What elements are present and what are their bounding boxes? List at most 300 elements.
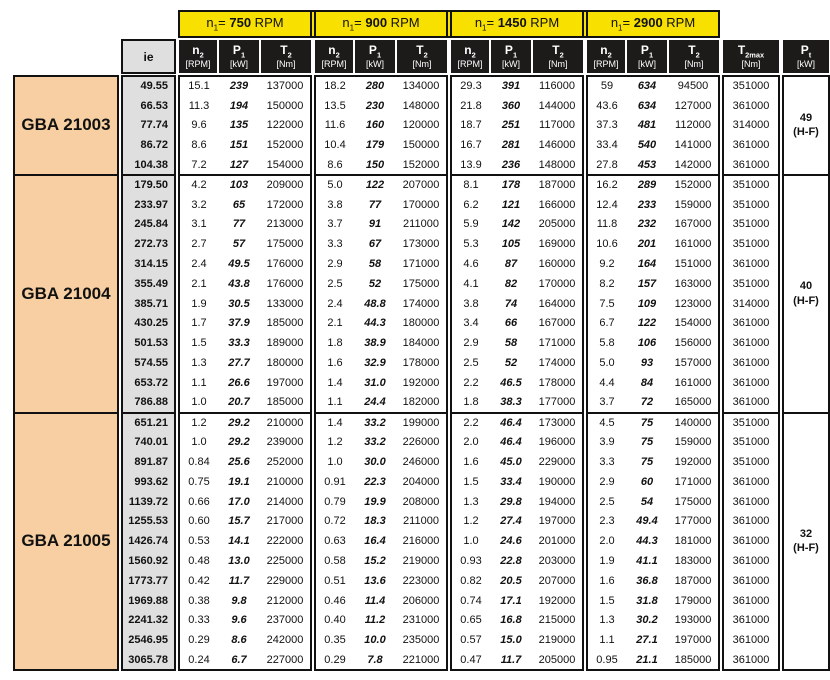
spacer [779, 650, 783, 670]
cell-ie: 786.88 [122, 393, 175, 413]
cell-ie: 1773.77 [122, 571, 175, 591]
cell-ie: 77.74 [122, 116, 175, 136]
cell-p1: 87 [504, 258, 518, 271]
cell-p1: 151 [229, 139, 249, 152]
cell-t2: 194000 [532, 492, 583, 512]
cell-n2: 0.46 [315, 591, 354, 611]
cell-t2: 171000 [668, 472, 719, 492]
cell-n2: 2.9 [587, 472, 626, 492]
cell-t2: 141000 [668, 135, 719, 155]
cell-n2: 3.3 [315, 234, 354, 254]
cell-t2: 171000 [396, 254, 447, 274]
cell-t2max: 361000 [723, 531, 779, 551]
cell-t2: 205000 [532, 650, 583, 670]
cell-n2: 0.95 [587, 650, 626, 670]
cell-ie: 740.01 [122, 432, 175, 452]
col-header-p1: $P_1$ [kW] [626, 40, 668, 73]
spacer [779, 393, 783, 413]
cell-n2: 0.38 [179, 591, 218, 611]
cell-p1: 30.0 [364, 456, 386, 469]
cell-p1: 13.6 [364, 574, 386, 587]
cell-t2: 210000 [260, 413, 311, 433]
cell-n2: 4.5 [587, 413, 626, 433]
cell-n2: 59 [587, 76, 626, 96]
cell-n2: 5.0 [315, 175, 354, 195]
cell-ie: 2546.95 [122, 630, 175, 650]
cell-p1: 54 [640, 495, 654, 508]
cell-n2: 2.3 [587, 512, 626, 532]
cell-p1: 103 [218, 175, 260, 195]
cell-p1: 58 [368, 258, 382, 271]
cell-t2: 237000 [260, 611, 311, 631]
cell-t2max: 361000 [723, 373, 779, 393]
cell-ie: 314.15 [122, 254, 175, 274]
cell-p1: 481 [637, 119, 657, 132]
spacer [779, 333, 783, 353]
cell-t2: 178000 [396, 353, 447, 373]
cell-n2: 11.6 [315, 116, 354, 136]
cell-n2: 27.8 [587, 155, 626, 175]
cell-ie: 272.73 [122, 234, 175, 254]
cell-t2: 116000 [532, 76, 583, 96]
cell-t2: 206000 [396, 591, 447, 611]
cell-n2: 0.72 [315, 512, 354, 532]
cell-p1: 25.6 [228, 456, 250, 469]
cell-p1: 31.0 [364, 376, 386, 389]
cell-n2: 0.66 [179, 492, 218, 512]
cell-t2: 196000 [532, 432, 583, 452]
cell-t2: 154000 [260, 155, 311, 175]
cell-t2: 160000 [532, 254, 583, 274]
cell-n2: 1.7 [179, 314, 218, 334]
cell-t2: 183000 [668, 551, 719, 571]
cell-t2: 246000 [396, 452, 447, 472]
cell-ie: 1969.88 [122, 591, 175, 611]
cell-p1: 30.2 [636, 614, 658, 627]
group-label: GBA 21004 [14, 175, 118, 413]
cell-n2: 1.8 [315, 333, 354, 353]
cell-t2: 167000 [532, 314, 583, 334]
cell-n2: 1.2 [315, 432, 354, 452]
cell-p1: 27.1 [636, 634, 658, 647]
cell-t2: 177000 [668, 512, 719, 532]
group-label: GBA 21003 [14, 76, 118, 175]
cell-t2max: 361000 [723, 333, 779, 353]
cell-p1: 24.6 [500, 535, 522, 548]
cell-t2max: 361000 [723, 650, 779, 670]
cell-n2: 1.0 [179, 393, 218, 413]
cell-n2: 2.9 [315, 254, 354, 274]
cell-n2: 1.9 [587, 551, 626, 571]
cell-t2: 187000 [532, 175, 583, 195]
spacer [779, 234, 783, 254]
cell-n2: 3.8 [451, 294, 490, 314]
cell-t2max: 361000 [723, 254, 779, 274]
cell-p1: 37.9 [228, 317, 250, 330]
cell-n2: 8.1 [451, 175, 490, 195]
cell-p1: 82 [504, 277, 518, 290]
cell-t2: 204000 [396, 472, 447, 492]
cell-t2max: 351000 [723, 175, 779, 195]
cell-p1: 105 [501, 238, 521, 251]
cell-t2: 219000 [396, 551, 447, 571]
spacer [779, 155, 783, 175]
spacer [779, 472, 783, 492]
cell-n2: 1.6 [587, 571, 626, 591]
cell-t2: 137000 [260, 76, 311, 96]
cell-p1: 46.4 [500, 436, 522, 449]
cell-p1: 46.5 [500, 376, 522, 389]
cell-t2: 192000 [532, 591, 583, 611]
cell-p1: 634 [637, 99, 657, 112]
spec-table [13, 10, 830, 671]
cell-p1: 33.3 [228, 337, 250, 350]
cell-n2: 0.57 [451, 630, 490, 650]
cell-p1: 16.4 [364, 535, 386, 548]
cell-n2: 8.6 [179, 135, 218, 155]
spacer [719, 11, 829, 37]
cell-n2: 0.63 [315, 531, 354, 551]
col-header-n2: $n_2$ [RPM] [315, 40, 354, 73]
cell-p1: 21.1 [626, 650, 668, 670]
cell-t2max: 361000 [723, 472, 779, 492]
cell-p1: 109 [637, 297, 657, 310]
spacer [779, 274, 783, 294]
cell-t2: 170000 [396, 195, 447, 215]
cell-t2: 226000 [396, 432, 447, 452]
cell-n2: 3.8 [315, 195, 354, 215]
cell-t2max: 351000 [723, 413, 779, 433]
cell-n2: 4.1 [451, 274, 490, 294]
cell-t2: 165000 [668, 393, 719, 413]
cell-p1: 32.9 [364, 357, 386, 370]
cell-t2: 212000 [260, 591, 311, 611]
cell-p1: 164 [637, 258, 657, 271]
cell-p1: 121 [501, 198, 521, 211]
cell-t2: 231000 [396, 611, 447, 631]
cell-n2: 5.9 [451, 215, 490, 235]
cell-t2: 166000 [532, 195, 583, 215]
cell-ie: 1560.92 [122, 551, 175, 571]
cell-n2: 4.4 [587, 373, 626, 393]
cell-t2: 235000 [396, 630, 447, 650]
cell-ie: 355.49 [122, 274, 175, 294]
cell-t2: 210000 [260, 472, 311, 492]
cell-t2: 148000 [396, 96, 447, 116]
cell-p1: 30.5 [228, 297, 250, 310]
cell-t2: 184000 [396, 333, 447, 353]
cell-t2: 242000 [260, 630, 311, 650]
speed-header-2900: $n_1= 2900$ RPM [587, 11, 719, 37]
cell-p1: 9.8 [231, 594, 247, 607]
cell-ie: 233.97 [122, 195, 175, 215]
cell-t2: 156000 [668, 333, 719, 353]
cell-t2: 112000 [668, 116, 719, 136]
cell-p1: 48.8 [364, 297, 386, 310]
cell-p1: 201 [637, 238, 657, 251]
cell-p1: 49.4 [636, 515, 658, 528]
cell-t2: 185000 [260, 314, 311, 334]
cell-ie: 891.87 [122, 452, 175, 472]
cell-t2max: 314000 [723, 294, 779, 314]
cell-ie: 49.55 [122, 76, 175, 96]
cell-t2max: 361000 [723, 155, 779, 175]
cell-t2: 163000 [668, 274, 719, 294]
cell-ie: 1255.53 [122, 512, 175, 532]
cell-p1: 67 [368, 238, 382, 251]
spacer [779, 96, 783, 116]
cell-p1: 7.8 [354, 650, 396, 670]
cell-p1: 239 [218, 76, 260, 96]
cell-ie: 104.38 [122, 155, 175, 175]
spacer [779, 492, 783, 512]
cell-n2: 2.0 [451, 432, 490, 452]
cell-p1: 8.6 [231, 634, 247, 647]
cell-p1: 150 [354, 155, 396, 175]
cell-ie: 1426.74 [122, 531, 175, 551]
cell-n2: 2.5 [587, 492, 626, 512]
cell-n2: 3.7 [587, 393, 626, 413]
cell-t2: 216000 [396, 531, 447, 551]
cell-p1: 11.7 [228, 574, 250, 587]
spacer [779, 254, 783, 274]
cell-n2: 0.82 [451, 571, 490, 591]
cell-t2: 205000 [532, 215, 583, 235]
cell-t2: 133000 [260, 294, 311, 314]
cell-t2: 211000 [396, 215, 447, 235]
cell-n2: 7.2 [179, 155, 218, 175]
cell-n2: 1.3 [451, 492, 490, 512]
cell-t2: 229000 [260, 571, 311, 591]
cell-n2: 1.4 [315, 413, 354, 433]
cell-n2: 16.2 [587, 175, 626, 195]
cell-p1: 230 [365, 99, 385, 112]
cell-t2max: 361000 [723, 591, 779, 611]
spacer [779, 215, 783, 235]
cell-p1: 91 [368, 218, 382, 231]
spacer [779, 135, 783, 155]
cell-ie: 574.55 [122, 353, 175, 373]
cell-t2max: 361000 [723, 314, 779, 334]
cell-n2: 1.1 [179, 373, 218, 393]
cell-p1: 19.1 [228, 475, 250, 488]
col-header-p1: $P_1$ [kW] [354, 40, 396, 73]
cell-t2: 127000 [668, 96, 719, 116]
col-header-n2: $n_2$ [RPM] [179, 40, 218, 73]
cell-n2: 3.4 [451, 314, 490, 334]
cell-t2: 154000 [668, 314, 719, 334]
cell-t2max: 361000 [723, 96, 779, 116]
cell-n2: 3.7 [315, 215, 354, 235]
cell-n2: 0.24 [179, 650, 218, 670]
cell-p1: 38.3 [490, 393, 532, 413]
cell-ie: 179.50 [122, 175, 175, 195]
cell-n2: 13.5 [315, 96, 354, 116]
cell-t2: 197000 [260, 373, 311, 393]
spacer [779, 551, 783, 571]
spacer [779, 531, 783, 551]
spacer [779, 452, 783, 472]
col-header-t2: $T_2$ [Nm] [260, 40, 311, 73]
cell-n2: 1.4 [315, 373, 354, 393]
cell-n2: 4.2 [179, 175, 218, 195]
cell-n2: 0.58 [315, 551, 354, 571]
cell-t2: 229000 [532, 452, 583, 472]
cell-p1: 74 [504, 297, 518, 310]
cell-t2max: 361000 [723, 512, 779, 532]
cell-ie: 1139.72 [122, 492, 175, 512]
cell-p1: 142 [501, 218, 521, 231]
cell-n2: 18.2 [315, 76, 354, 96]
cell-n2: 1.5 [451, 472, 490, 492]
cell-n2: 2.2 [451, 373, 490, 393]
cell-n2: 1.3 [179, 353, 218, 373]
cell-n2: 12.4 [587, 195, 626, 215]
cell-p1: 36.8 [636, 574, 658, 587]
cell-n2: 0.29 [179, 630, 218, 650]
cell-t2: 164000 [532, 294, 583, 314]
cell-p1: 135 [229, 119, 249, 132]
cell-n2: 1.9 [179, 294, 218, 314]
cell-n2: 3.2 [179, 195, 218, 215]
cell-n2: 0.47 [451, 650, 490, 670]
cell-ie: 430.25 [122, 314, 175, 334]
cell-n2: 6.7 [587, 314, 626, 334]
cell-t2: 225000 [260, 551, 311, 571]
cell-n2: 1.5 [587, 591, 626, 611]
cell-p1: 44.3 [636, 535, 658, 548]
cell-p1: 24.4 [354, 393, 396, 413]
cell-t2: 172000 [260, 195, 311, 215]
cell-t2: 159000 [668, 195, 719, 215]
cell-p1: 77 [368, 198, 382, 211]
cell-t2: 169000 [532, 234, 583, 254]
cell-p1: 13.0 [228, 555, 250, 568]
cell-p1: 65 [232, 198, 246, 211]
cell-n2: 0.75 [179, 472, 218, 492]
cell-t2: 185000 [260, 393, 311, 413]
col-header-pt: $P_t$ [kW] [783, 40, 829, 73]
spacer [779, 195, 783, 215]
cell-t2max: 351000 [723, 215, 779, 235]
cell-t2: 213000 [260, 215, 311, 235]
cell-n2: 1.6 [451, 452, 490, 472]
cell-t2: 159000 [668, 432, 719, 452]
cell-n2: 5.3 [451, 234, 490, 254]
cell-t2: 148000 [532, 155, 583, 175]
cell-t2: 120000 [396, 116, 447, 136]
cell-n2: 0.33 [179, 611, 218, 631]
cell-t2: 94500 [668, 76, 719, 96]
cell-t2: 215000 [532, 611, 583, 631]
cell-t2max: 361000 [723, 492, 779, 512]
cell-n2: 5.0 [587, 353, 626, 373]
cell-t2: 180000 [396, 314, 447, 334]
col-header-n2: $n_2$ [RPM] [451, 40, 490, 73]
cell-t2: 176000 [260, 274, 311, 294]
cell-t2: 199000 [396, 413, 447, 433]
cell-n2: 2.9 [451, 333, 490, 353]
cell-p1: 16.8 [500, 614, 522, 627]
cell-p1: 66 [504, 317, 518, 330]
cell-t2: 134000 [396, 76, 447, 96]
cell-n2: 21.8 [451, 96, 490, 116]
cell-pt: 49 (H-F) [783, 76, 829, 175]
cell-p1: 84 [640, 376, 654, 389]
cell-n2: 0.84 [179, 452, 218, 472]
cell-t2: 161000 [668, 373, 719, 393]
spacer [779, 512, 783, 532]
cell-t2: 180000 [260, 353, 311, 373]
cell-t2: 207000 [532, 571, 583, 591]
cell-t2max: 361000 [723, 551, 779, 571]
cell-t2: 174000 [532, 353, 583, 373]
col-header-t2: $T_2$ [Nm] [668, 40, 719, 73]
cell-t2: 181000 [668, 531, 719, 551]
cell-t2: 151000 [668, 254, 719, 274]
cell-p1: 157 [637, 277, 657, 290]
cell-t2: 222000 [260, 531, 311, 551]
cell-t2: 193000 [668, 611, 719, 631]
cell-p1: 27.4 [500, 515, 522, 528]
cell-p1: 233 [637, 198, 657, 211]
cell-ie: 245.84 [122, 215, 175, 235]
cell-p1: 9.6 [231, 614, 247, 627]
cell-p1: 19.9 [364, 495, 386, 508]
cell-p1: 122 [354, 175, 396, 195]
cell-n2: 1.2 [451, 512, 490, 532]
cell-t2: 173000 [396, 234, 447, 254]
cell-t2: 192000 [668, 452, 719, 472]
cell-p1: 17.0 [228, 495, 250, 508]
cell-t2max: 351000 [723, 76, 779, 96]
cell-p1: 280 [354, 76, 396, 96]
speed-header-900: $n_1= 900$ RPM [315, 11, 447, 37]
cell-p1: 178 [490, 175, 532, 195]
cell-n2: 2.2 [451, 413, 490, 433]
cell-n2: 2.0 [587, 531, 626, 551]
cell-t2: 152000 [396, 155, 447, 175]
cell-t2: 227000 [260, 650, 311, 670]
cell-p1: 44.3 [364, 317, 386, 330]
cell-p1: 391 [490, 76, 532, 96]
cell-t2: 201000 [532, 531, 583, 551]
cell-t2: 211000 [396, 512, 447, 532]
cell-t2: 185000 [668, 650, 719, 670]
col-header-t2: $T_2$ [Nm] [396, 40, 447, 73]
cell-n2: 0.51 [315, 571, 354, 591]
cell-p1: 52 [504, 357, 518, 370]
cell-t2: 197000 [668, 630, 719, 650]
cell-t2max: 351000 [723, 234, 779, 254]
cell-n2: 8.6 [315, 155, 354, 175]
cell-p1: 179 [365, 139, 385, 152]
cell-t2: 117000 [532, 116, 583, 136]
cell-t2: 219000 [532, 630, 583, 650]
cell-t2: 142000 [668, 155, 719, 175]
cell-t2: 178000 [532, 373, 583, 393]
cell-n2: 4.6 [451, 254, 490, 274]
cell-n2: 3.3 [587, 452, 626, 472]
spacer [14, 40, 122, 73]
cell-t2: 152000 [260, 135, 311, 155]
cell-n2: 2.5 [315, 274, 354, 294]
cell-t2: 173000 [532, 413, 583, 433]
cell-p1: 194 [229, 99, 249, 112]
cell-t2: 170000 [532, 274, 583, 294]
cell-t2max: 314000 [723, 116, 779, 136]
cell-t2: 207000 [396, 175, 447, 195]
